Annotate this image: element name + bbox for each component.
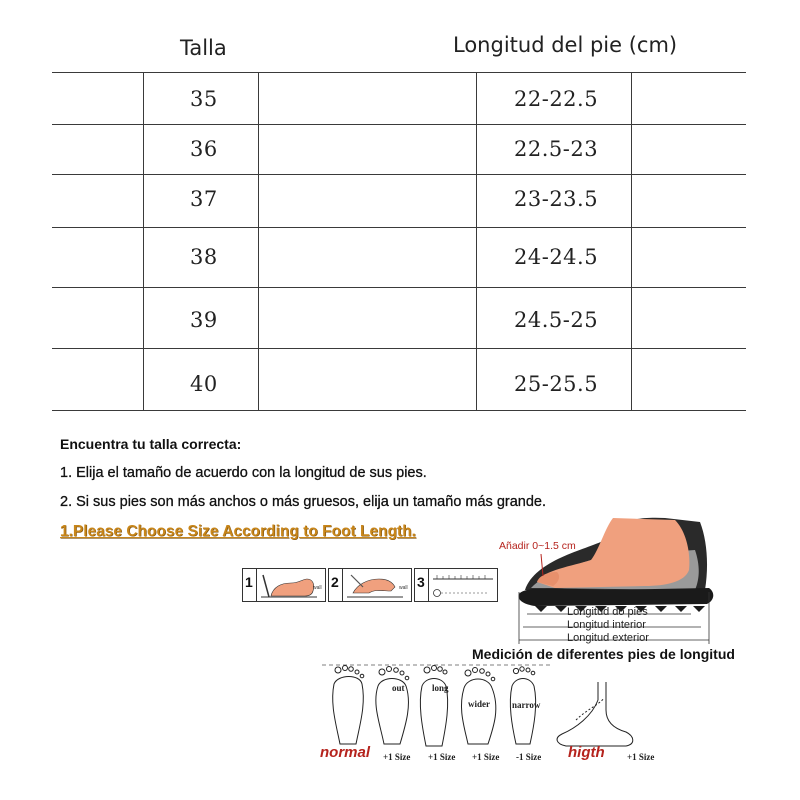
table-rule (52, 410, 746, 411)
foot-type-wider: wider (468, 699, 490, 709)
table-cell-size: 38 (190, 245, 218, 269)
step-number: 1 (245, 574, 253, 590)
high-instep-foot-icon (546, 680, 646, 748)
table-rule (52, 287, 746, 288)
add-length-label: Añadir 0~1.5 cm (499, 540, 576, 552)
table-cell-length: 22-22.5 (514, 87, 599, 111)
inner-length-label: Longitud interior (567, 619, 646, 631)
table-column-divider (631, 72, 632, 410)
table-cell-length: 23-23.5 (514, 187, 599, 211)
foot-trace-icon (343, 569, 411, 601)
instruction-line-2: 2. Si sus pies son más anchos o más gruesos, elija un tamaño más grande. (60, 494, 547, 510)
table-rule (52, 72, 746, 73)
table-column-divider (258, 72, 259, 410)
foot-length-label: Longitud do pies (567, 606, 648, 618)
step-number: 2 (331, 574, 339, 590)
foot-type-high: higth (568, 744, 605, 761)
size-note-high: +1 Size (627, 752, 655, 762)
foot-type-out: out (392, 683, 405, 693)
size-note-long: +1 Size (428, 752, 456, 762)
table-rule (52, 174, 746, 175)
table-cell-length: 22.5-23 (514, 137, 599, 161)
table-cell-size: 35 (190, 87, 218, 111)
outer-length-label: Longitud exterior (567, 632, 649, 644)
measurement-caption: Medición de diferentes pies de longitud (472, 646, 735, 662)
step-2-panel (328, 568, 412, 602)
table-cell-length: 24-24.5 (514, 245, 599, 269)
table-cell-size: 40 (190, 372, 218, 396)
size-note-narrow: -1 Size (516, 752, 542, 762)
foot-type-normal: normal (320, 744, 371, 761)
table-cell-size: 36 (190, 137, 218, 161)
header-size: Talla (180, 36, 227, 60)
instruction-line-1: 1. Elija el tamaño de acuerdo con la longitud de sus pies. (60, 465, 427, 481)
table-column-divider (476, 72, 477, 410)
foot-type-long: long (432, 683, 449, 693)
foot-on-paper-icon (257, 569, 325, 601)
table-rule (52, 348, 746, 349)
measurement-diagram (495, 510, 755, 650)
header-foot-length: Longitud del pie (cm) (453, 33, 678, 57)
size-note-out: +1 Size (383, 752, 411, 762)
step-number: 3 (417, 574, 425, 590)
step-3-panel (414, 568, 498, 602)
table-rule (52, 124, 746, 125)
english-title: 1.Please Choose Size According to Foot Length. (60, 523, 416, 540)
table-cell-size: 39 (190, 308, 218, 332)
table-cell-length: 25-25.5 (514, 372, 599, 396)
table-cell-size: 37 (190, 187, 218, 211)
step-1-panel (242, 568, 326, 602)
ruler-icon (429, 569, 497, 601)
table-cell-length: 24.5-25 (514, 308, 599, 332)
svg-text:wall: wall (399, 585, 408, 591)
table-column-divider (143, 72, 144, 410)
svg-text:wall: wall (313, 585, 322, 591)
table-rule (52, 227, 746, 228)
size-note-wider: +1 Size (472, 752, 500, 762)
foot-type-narrow: narrow (512, 700, 541, 710)
instructions-heading: Encuentra tu talla correcta: (60, 436, 242, 452)
